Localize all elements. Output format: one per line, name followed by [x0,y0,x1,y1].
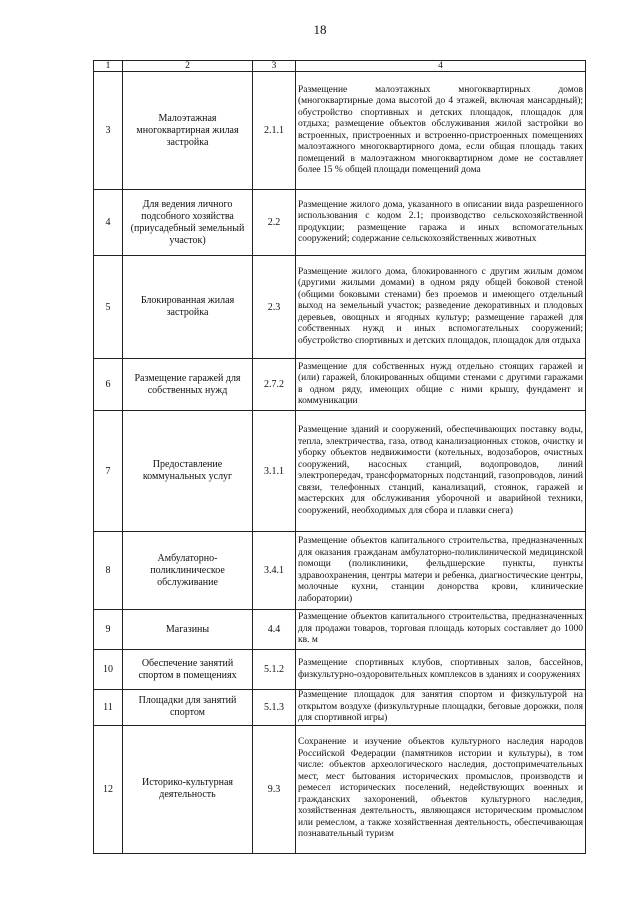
table-row [94,610,586,650]
row-number: 10 [94,650,123,690]
row-number: 4 [94,190,123,256]
use-code: 9.3 [253,725,296,853]
use-code: 2.3 [253,256,296,359]
table-row [94,411,586,532]
row-number: 3 [94,72,123,190]
row-number: 7 [94,411,123,532]
row-number: 6 [94,359,123,411]
use-description: Размещение площадок для занятия спортом и физкультурой на открытом воздухе (физкультурные площадки, беговые дорожки, поля для спортивной игры) [296,690,586,726]
use-name: Историко-культурная деятельность [123,725,253,853]
use-code: 2.2 [253,190,296,256]
table-row [94,359,586,411]
header-cell: 4 [296,61,586,72]
use-code: 5.1.2 [253,650,296,690]
use-name: Магазины [123,610,253,650]
use-description: Размещение для собственных нужд отдельно стоящих гаражей и (или) гаражей, блокированных общими стенами с другими гаражами в одном ряду, имеющих общие с ними крышу, фундамент и коммуникации [296,359,586,411]
use-name: Размещение гаражей для собственных нужд [123,359,253,411]
table-row [94,725,586,853]
row-number: 11 [94,690,123,726]
use-description: Размещение объектов капитального строительства, предназначенных для продажи товаров, торговая площадь которых составляет до 1000 кв. м [296,610,586,650]
use-name: Для ведения личного подсобного хозяйства (приусадебный земельный участок) [123,190,253,256]
table-row [94,690,586,726]
use-name: Обеспечение занятий спортом в помещениях [123,650,253,690]
header-cell: 3 [253,61,296,72]
use-code: 5.1.3 [253,690,296,726]
table-row [94,532,586,610]
table-row [94,650,586,690]
use-description: Размещение малоэтажных многоквартирных домов (многоквартирные дома высотой до 4 этажей, включая мансардный); обустройство спортивных и детских площадок, площадок для отдыха; размещение объектов обслуживания жилой застройки во встроенных, пристроенных и встроенно-пристроенных помещениях малоэтажного многоквартирного дома, если общая площадь таких помещений в малоэтажном многоквартирном доме не составляет более 15 % общей площади помещений дома [296,72,586,190]
land-use-table [93,60,586,854]
row-number: 8 [94,532,123,610]
use-code: 2.1.1 [253,72,296,190]
use-code: 3.1.1 [253,411,296,532]
page-number: 18 [313,22,327,37]
use-name: Блокированная жилая застройка [123,256,253,359]
use-description: Размещение жилого дома, блокированного с другим жилым домом (другими жилыми домами) в одном ряду общей боковой стеной (общими боковыми стенами) без проемов и имеющего отдельный выход на земельный участок; разведение декоративных и плодовых деревьев, овощных и ягодных культур; размещение гаражей для собственных нужд и иных вспомогательных сооружений; обустройство спортивных и детских площадок, площадок для отдыха [296,256,586,359]
row-number: 5 [94,256,123,359]
table-row [94,72,586,190]
table-row [94,256,586,359]
use-name: Амбулаторно-поликлиническое обслуживание [123,532,253,610]
use-description: Размещение объектов капитального строительства, предназначенных для оказания гражданам амбулаторно-поликлинической медицинской помощи (поликлиники, фельдшерские пункты, пункты здравоохранения, центры матери и ребенка, диагностические центры, молочные кухни, станции донорства крови, клинические лаборатории) [296,532,586,610]
use-description: Сохранение и изучение объектов культурного наследия народов Российской Федерации (памятников истории и культуры), в том числе: объектов археологического наследия, достопримечательных мест, мест бытования исторических промыслов, производств и ремесел исторических поселений, недействующих военных и гражданских захоронений, объектов культурного наследия, хозяйственная деятельность, являющаяся историческим промыслом или ремеслом, а также хозяйственная деятельность, обеспечивающая познавательный туризм [296,725,586,853]
use-description: Размещение спортивных клубов, спортивных залов, бассейнов, физкультурно-оздоровительных комплексов в зданиях и сооружениях [296,650,586,690]
use-code: 2.7.2 [253,359,296,411]
use-code: 4.4 [253,610,296,650]
table-header-row [94,61,586,72]
header-cell: 2 [123,61,253,72]
use-description: Размещение жилого дома, указанного в описании вида разрешенного использования с кодом 2.1; производство сельскохозяйственной продукции; размещение гаража и иных вспомогательных сооружений; содержание сельскохозяйственных животных [296,190,586,256]
use-code: 3.4.1 [253,532,296,610]
use-description: Размещение зданий и сооружений, обеспечивающих поставку воды, тепла, электричества, газа, отвод канализационных стоков, очистку и уборку объектов недвижимости (котельных, водозаборов, очистных сооружений, насосных станций, водопроводов, линий электропередач, трансформаторных подстанций, газопроводов, линий связи, телефонных станций, канализаций, стоянок, гаражей и мастерских для обслуживания уборочной и аварийной техники, сооружений, необходимых для сбора и плавки снега) [296,411,586,532]
use-name: Площадки для занятий спортом [123,690,253,726]
row-number: 12 [94,725,123,853]
header-cell: 1 [94,61,123,72]
use-name: Предоставление коммунальных услуг [123,411,253,532]
table-row [94,190,586,256]
use-name: Малоэтажная многоквартирная жилая застройка [123,72,253,190]
row-number: 9 [94,610,123,650]
